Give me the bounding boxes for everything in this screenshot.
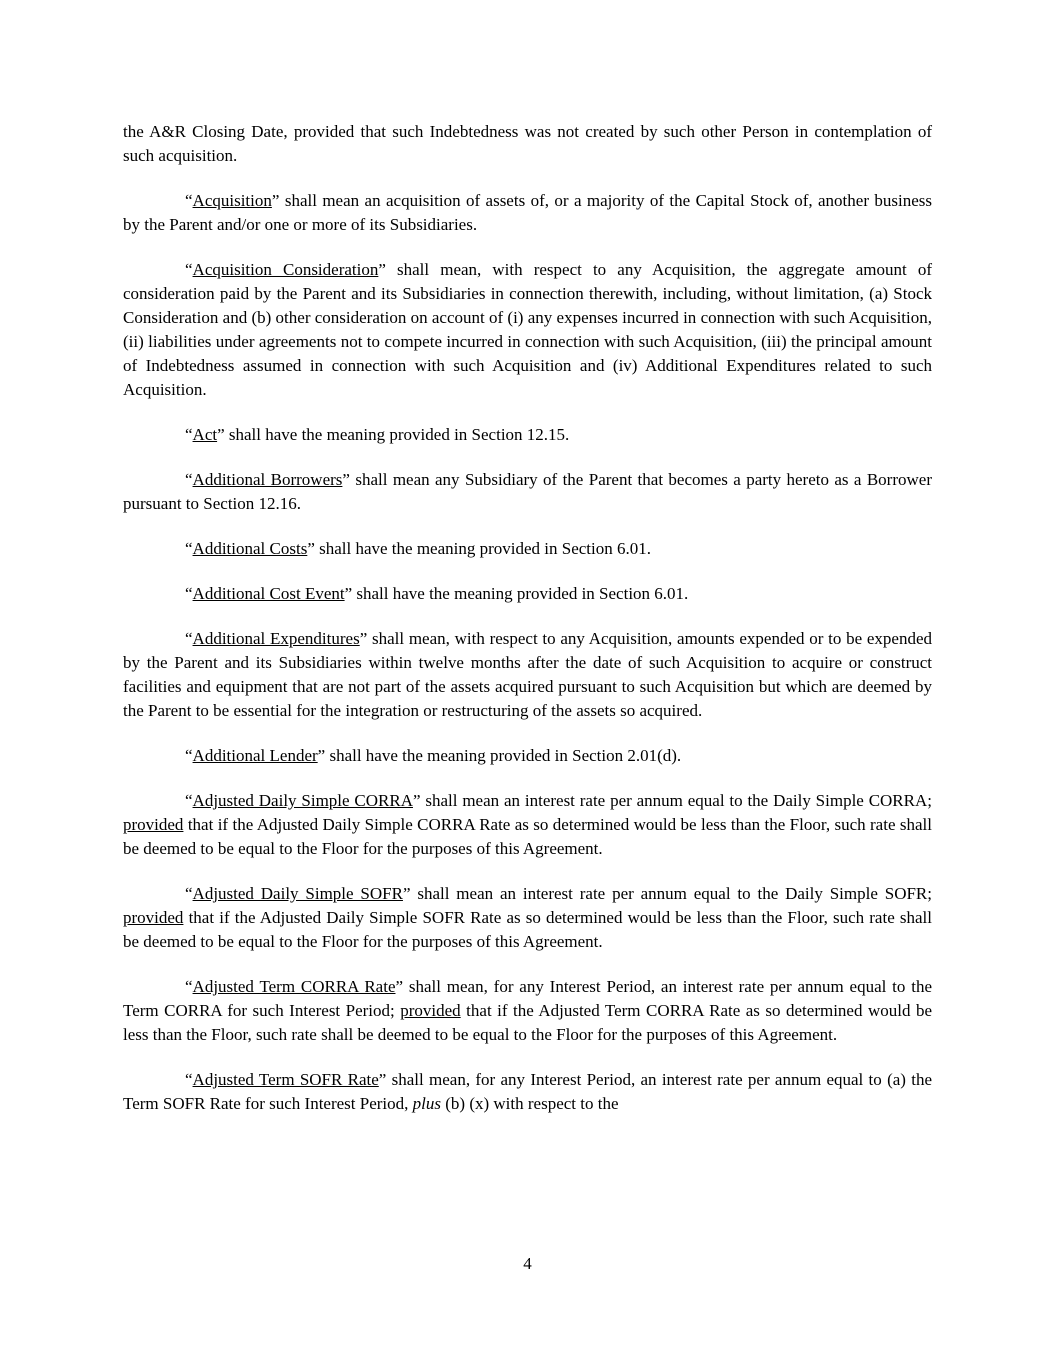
text-run: “ — [185, 884, 193, 903]
text-run: ” shall mean, with respect to any Acquisition, the aggregate amount of consideration paid by the Parent and its Subsidiaries in connection therewith, including, without limitation, (a) Stock Consideration and (b) other consideration on account of (i) any expenses incurred in connection with such Acquisition, (ii) liabilities under agreements not to compete incurred in connection with such Acquisition, (iii) the principal amount of Indebtedness assumed in connection with such Acquisition and (iv) Additional Expenditures related to such Acquisition. — [123, 260, 932, 399]
paragraph — [123, 789, 932, 861]
defined-term: Adjusted Term CORRA Rate — [192, 977, 396, 996]
text-run: “ — [185, 746, 193, 765]
text-run: ” shall mean an interest rate per annum equal to the Daily Simple SOFR; — [402, 884, 932, 903]
paragraph — [123, 1068, 932, 1116]
paragraph — [123, 423, 932, 447]
text-run: “ — [185, 629, 193, 648]
text-run: “ — [185, 191, 193, 210]
text-run: (b) (x) with respect to the — [441, 1094, 619, 1113]
text-run: “ — [185, 1070, 193, 1089]
defined-term: Act — [192, 425, 218, 444]
defined-term: Additional Cost Event — [192, 584, 345, 603]
defined-term: Additional Borrowers — [192, 470, 343, 489]
text-run: “ — [185, 539, 193, 558]
text-run: that if the Adjusted Daily Simple SOFR Rate as so determined would be less than the Floor, such rate shall be deemed to be equal to the Floor for the purposes of this Agreement. — [123, 908, 932, 951]
paragraph — [123, 537, 932, 561]
paragraph — [123, 627, 932, 723]
defined-term: provided — [123, 908, 184, 927]
text-run: “ — [185, 791, 193, 810]
text-run: plus — [412, 1094, 441, 1113]
text-run: ” shall have the meaning provided in Section 2.01(d). — [317, 746, 682, 765]
defined-term: Additional Expenditures — [192, 629, 360, 648]
page-number: 4 — [523, 1254, 532, 1273]
text-run: ” shall have the meaning provided in Section 6.01. — [344, 584, 689, 603]
defined-term: Additional Lender — [192, 746, 318, 765]
paragraph — [123, 189, 932, 237]
defined-term: Additional Costs — [192, 539, 308, 558]
text-run: ” shall have the meaning provided in Section 6.01. — [307, 539, 652, 558]
text-run: “ — [185, 977, 193, 996]
text-run: ” shall mean, for any Interest Period, an interest rate per annum equal to (a) the Term SOFR Rate for such Interest Period, — [123, 1070, 932, 1113]
defined-term: Adjusted Daily Simple SOFR — [192, 884, 403, 903]
text-run: “ — [185, 260, 193, 279]
text-run: ” shall mean, for any Interest Period, an interest rate per annum equal to the Term CORRA for such Interest Period; — [123, 977, 932, 1020]
text-run: that if the Adjusted Term CORRA Rate as so determined would be less than the Floor, such rate shall be deemed to be equal to the Floor for the purposes of this Agreement. — [123, 1001, 932, 1044]
paragraph — [123, 582, 932, 606]
defined-term: Adjusted Term SOFR Rate — [192, 1070, 379, 1089]
paragraph — [123, 975, 932, 1047]
text-run: “ — [185, 470, 193, 489]
paragraph — [123, 882, 932, 954]
text-run: ” shall mean any Subsidiary of the Parent that becomes a party hereto as a Borrower pursuant to Section 12.16. — [123, 470, 932, 513]
text-run: ” shall mean an acquisition of assets of, or a majority of the Capital Stock of, another business by the Parent and/or one or more of its Subsidiaries. — [123, 191, 932, 234]
defined-term: Adjusted Daily Simple CORRA — [192, 791, 413, 810]
document-body — [123, 120, 932, 1137]
text-run: ” shall mean, with respect to any Acquisition, amounts expended or to be expended by the Parent and its Subsidiaries within twelve months after the date of such Acquisition to acquire or construct facilities and equipment that are not part of the assets acquired pursuant to such Acquisition but which are deemed by the Parent to be essential for the integration or restructuring of the assets so acquired. — [123, 629, 933, 720]
text-run: ” shall have the meaning provided in Section 12.15. — [217, 425, 570, 444]
paragraph — [123, 258, 932, 402]
paragraph — [123, 120, 932, 168]
text-run: that if the Adjusted Daily Simple CORRA Rate as so determined would be less than the Floor, such rate shall be deemed to be equal to the Floor for the purposes of this Agreement. — [123, 815, 932, 858]
text-run: the A&R Closing Date, provided that such Indebtedness was not created by such other Person in contemplation of such acquisition. — [123, 122, 932, 165]
text-run: “ — [185, 425, 193, 444]
defined-term: Acquisition Consideration — [192, 260, 379, 279]
defined-term: Acquisition — [192, 191, 272, 210]
paragraph — [123, 744, 932, 768]
defined-term: provided — [123, 815, 184, 834]
text-run: ” shall mean an interest rate per annum equal to the Daily Simple CORRA; — [412, 791, 932, 810]
paragraph — [123, 468, 932, 516]
defined-term: provided — [400, 1001, 461, 1020]
text-run: “ — [185, 584, 193, 603]
